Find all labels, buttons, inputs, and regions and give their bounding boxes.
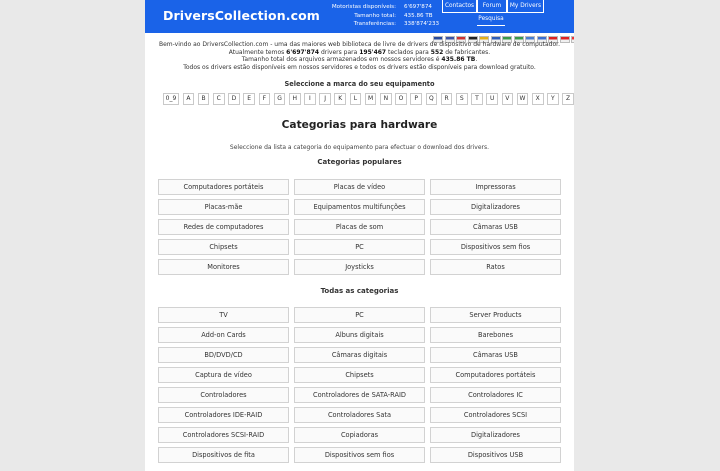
brand-letter-y[interactable]: Y bbox=[547, 93, 559, 105]
category-link[interactable]: Computadores portáteis bbox=[158, 179, 289, 195]
category-link[interactable]: Dispositivos sem fios bbox=[430, 239, 561, 255]
brand-select-title: Seleccione a marca do seu equipamento bbox=[284, 80, 435, 88]
category-link[interactable]: Controladores SCSI bbox=[430, 407, 561, 423]
intro-text-part: . bbox=[475, 56, 478, 64]
category-link[interactable]: Câmaras digitais bbox=[294, 347, 425, 363]
stat-value: 6'697'874 bbox=[404, 4, 432, 10]
brand-letter-n[interactable]: N bbox=[380, 93, 392, 105]
category-link[interactable]: Equipamentos multifunções bbox=[294, 199, 425, 215]
popular-categories-grid bbox=[158, 179, 562, 275]
brand-letter-o[interactable]: O bbox=[395, 93, 407, 105]
intro-line-2 bbox=[145, 49, 574, 57]
category-link[interactable]: TV bbox=[158, 307, 289, 323]
intro-text-part: Atualmente temos bbox=[228, 48, 287, 56]
intro-text-part: teclados para bbox=[386, 48, 431, 56]
category-link[interactable]: Dispositivos sem fios bbox=[294, 447, 425, 463]
category-link[interactable]: Server Products bbox=[430, 307, 561, 323]
category-link[interactable]: Placas de vídeo bbox=[294, 179, 425, 195]
brand-letter-v[interactable]: V bbox=[502, 93, 514, 105]
brand-letter-i[interactable]: I bbox=[304, 93, 316, 105]
stat-label: Transferências: bbox=[353, 21, 396, 28]
brand-letter-d[interactable]: D bbox=[228, 93, 240, 105]
popular-categories-title: Categorias populares bbox=[317, 158, 402, 166]
brand-letter-k[interactable]: K bbox=[334, 93, 346, 105]
category-link[interactable]: Placas de som bbox=[294, 219, 425, 235]
brand-letter-f[interactable]: F bbox=[259, 93, 271, 105]
stat-label: Tamanho total: bbox=[354, 12, 396, 19]
category-link[interactable]: Dispositivos USB bbox=[430, 447, 561, 463]
header-bar bbox=[145, 0, 574, 33]
category-link[interactable]: Barebones bbox=[430, 327, 561, 343]
brand-letter-r[interactable]: R bbox=[441, 93, 453, 105]
brand-letter-z[interactable]: Z bbox=[562, 93, 574, 105]
intro-line-3 bbox=[145, 56, 574, 64]
category-link[interactable]: Captura de vídeo bbox=[158, 367, 289, 383]
brand-letter-b[interactable]: B bbox=[198, 93, 210, 105]
brand-letter-0_9[interactable]: 0_9 bbox=[163, 93, 179, 105]
brand-letter-u[interactable]: U bbox=[486, 93, 498, 105]
site-logo[interactable]: DriversCollection.com bbox=[163, 8, 320, 23]
search-button[interactable]: Pesquisa bbox=[477, 13, 505, 26]
forum-button[interactable]: Forum bbox=[477, 0, 507, 13]
category-link[interactable]: Controladores IDE-RAID bbox=[158, 407, 289, 423]
stat-drivers bbox=[297, 3, 464, 12]
brand-letter-w[interactable]: W bbox=[517, 93, 529, 105]
site-stats bbox=[297, 3, 464, 29]
total-size: 435.86 TB bbox=[441, 56, 476, 64]
brand-letter-e[interactable]: E bbox=[243, 93, 255, 105]
category-link[interactable]: Controladores Sata bbox=[294, 407, 425, 423]
stat-value: 435.86 TB bbox=[404, 12, 433, 19]
stat-downloads bbox=[297, 20, 464, 29]
categories-title: Categorias para hardware bbox=[281, 119, 438, 131]
category-link[interactable]: Controladores IC bbox=[430, 387, 561, 403]
device-count: 195'467 bbox=[359, 48, 387, 56]
brand-letter-m[interactable]: M bbox=[365, 93, 377, 105]
category-link[interactable]: Placas-mãe bbox=[158, 199, 289, 215]
category-link[interactable]: Digitalizadores bbox=[430, 427, 561, 443]
categories-subtext: Seleccione da lista a categoria do equipamento para efectuar o download dos drivers. bbox=[229, 144, 490, 151]
brand-letter-a[interactable]: A bbox=[183, 93, 195, 105]
category-link[interactable]: Controladores SCSI-RAID bbox=[158, 427, 289, 443]
brand-letter-c[interactable]: C bbox=[213, 93, 225, 105]
brand-letter-t[interactable]: T bbox=[471, 93, 483, 105]
category-link[interactable]: Controladores de SATA-RAID bbox=[294, 387, 425, 403]
my-drivers-button[interactable]: My Drivers bbox=[507, 0, 544, 13]
brand-letter-p[interactable]: P bbox=[410, 93, 422, 105]
intro-line-4: Todos os drivers estão disponíveis em nossos servidores e todos os drivers estão disponíveis para download gratuito. bbox=[183, 63, 536, 71]
manufacturer-count: 552 bbox=[430, 48, 444, 56]
brand-letter-s[interactable]: S bbox=[456, 93, 468, 105]
brand-letter-j[interactable]: J bbox=[319, 93, 331, 105]
intro-text bbox=[145, 41, 574, 71]
all-categories-grid bbox=[158, 307, 562, 463]
intro-text-part: de fabricantes. bbox=[443, 48, 491, 56]
category-link[interactable]: Albuns digitais bbox=[294, 327, 425, 343]
category-link[interactable]: Controladores bbox=[158, 387, 289, 403]
category-link[interactable]: PC bbox=[294, 239, 425, 255]
category-link[interactable]: Chipsets bbox=[294, 367, 425, 383]
brand-letter-h[interactable]: H bbox=[289, 93, 301, 105]
intro-line-1: Bem-vindo ao DriversCollection.com - uma das maiores web biblioteca de livre de drivers de dispositivo de hardware de computador. bbox=[159, 41, 560, 48]
brand-letter-q[interactable]: Q bbox=[426, 93, 438, 105]
category-link[interactable]: Dispositivos de fita bbox=[158, 447, 289, 463]
category-link[interactable]: PC bbox=[294, 307, 425, 323]
intro-text-part: drivers para bbox=[319, 48, 360, 56]
stat-size bbox=[297, 12, 464, 21]
category-link[interactable]: Ratos bbox=[430, 259, 561, 275]
brand-letter-index bbox=[163, 93, 574, 105]
category-link[interactable]: Joysticks bbox=[294, 259, 425, 275]
category-link[interactable]: Chipsets bbox=[158, 239, 289, 255]
driver-count: 6'697'874 bbox=[286, 48, 320, 56]
category-link[interactable]: Monitores bbox=[158, 259, 289, 275]
stat-label: Motoristas disponíveis: bbox=[331, 4, 396, 10]
brand-letter-l[interactable]: L bbox=[350, 93, 362, 105]
category-link[interactable]: BD/DVD/CD bbox=[158, 347, 289, 363]
contacts-button[interactable]: Contactos bbox=[442, 0, 477, 13]
brand-letter-g[interactable]: G bbox=[274, 93, 286, 105]
category-link[interactable]: Digitalizadores bbox=[430, 199, 561, 215]
category-link[interactable]: Copiadoras bbox=[294, 427, 425, 443]
category-link[interactable]: Redes de computadores bbox=[158, 219, 289, 235]
all-categories-title: Todas as categorias bbox=[320, 287, 399, 295]
category-link[interactable]: Câmaras USB bbox=[430, 347, 561, 363]
category-link[interactable]: Computadores portáteis bbox=[430, 367, 561, 383]
brand-letter-x[interactable]: X bbox=[532, 93, 544, 105]
stat-value: 338'874'233 bbox=[404, 21, 440, 28]
page bbox=[145, 0, 574, 471]
intro-text-part: Tamanho total dos arquivos armazenados em nossos servidores é bbox=[241, 56, 442, 64]
category-link[interactable]: Impressoras bbox=[430, 179, 561, 195]
category-link[interactable]: Câmaras USB bbox=[430, 219, 561, 235]
category-link[interactable]: Add-on Cards bbox=[158, 327, 289, 343]
